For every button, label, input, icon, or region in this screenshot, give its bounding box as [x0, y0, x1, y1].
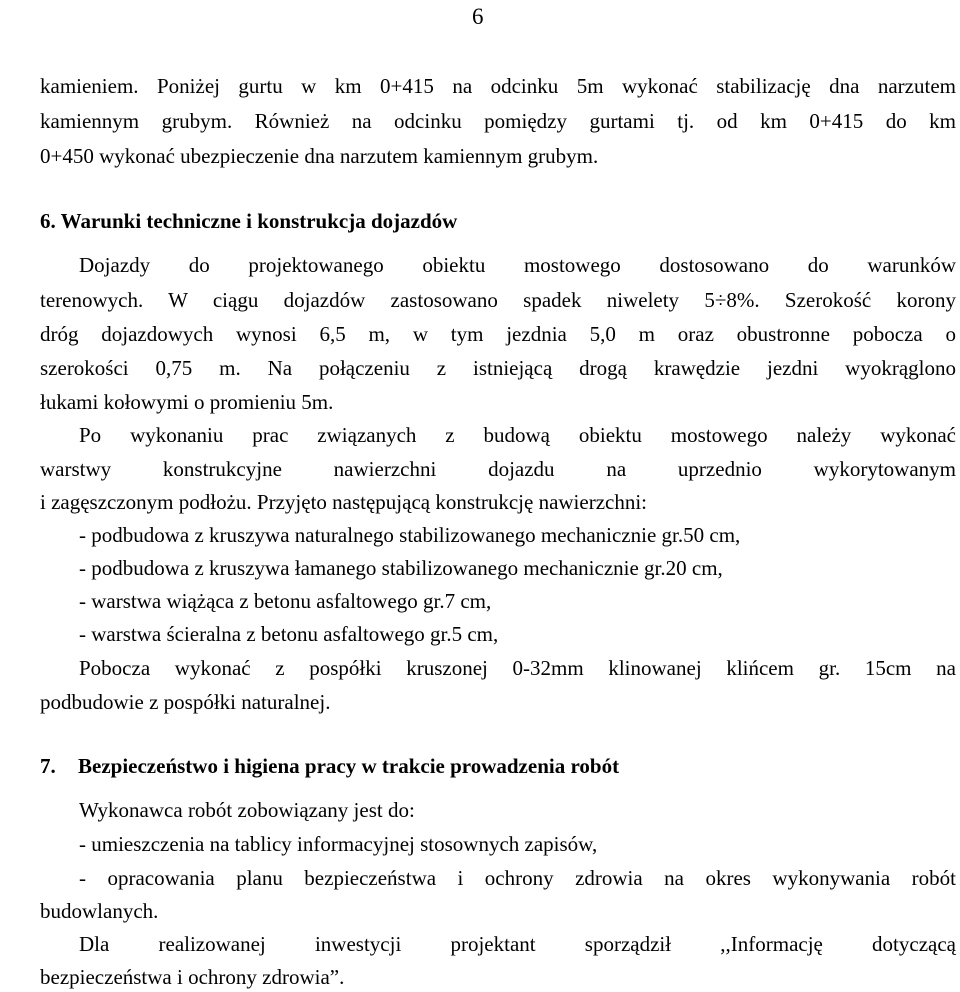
layer-item: - podbudowa z kruszywa naturalnego stabilizowanego mechanicznie gr.50 cm,: [79, 523, 741, 547]
s6-p2-line-1: Po wykonaniu prac związanych z budową obiektu mostowego należy wykonać: [79, 423, 956, 447]
intro-line-1: kamieniem. Poniżej gurtu w km 0+415 na odcinku 5m wykonać stabilizację dna narzutem: [40, 74, 956, 98]
section-7-heading: [40, 752, 956, 780]
s7-item: - opracowania planu bezpieczeństwa i ochrony zdrowia na okres wykonywania robót: [79, 866, 956, 890]
layer-item: - warstwa wiążąca z betonu asfaltowego gr.7 cm,: [79, 589, 492, 613]
s6-p2-line-3: i zagęszczonym podłożu. Przyjęto następującą konstrukcję nawierzchni:: [40, 490, 648, 514]
s6-p1-line-3: dróg dojazdowych wynosi 6,5 m, w tym jezdnia 5,0 m oraz obustronne pobocza o: [40, 322, 956, 346]
s6-p3-line-1: Pobocza wykonać z pospółki kruszonej 0-32mm klinowanej klińcem gr. 15cm na: [79, 656, 956, 680]
s6-p1-line-1: Dojazdy do projektowanego obiektu mostowego dostosowano do warunków: [79, 253, 956, 277]
page-number: 6: [472, 4, 484, 29]
s6-p1-line-2: terenowych. W ciągu dojazdów zastosowano spadek niwelety 5÷8%. Szerokość korony: [40, 288, 956, 312]
s6-p2-line-2: warstwy konstrukcyjne nawierzchni dojazdu na uprzednio wykorytowanym: [40, 457, 956, 481]
s6-p1-line-4: szerokości 0,75 m. Na połączeniu z istniejącą drogą krawędzie jezdni wyokrąglono: [40, 356, 956, 380]
section-6-heading: 6. Warunki techniczne i konstrukcja dojazdów: [40, 209, 458, 233]
s7-item: - umieszczenia na tablicy informacyjnej stosownych zapisów,: [79, 832, 598, 856]
s7-intro: Wykonawca robót zobowiązany jest do:: [79, 798, 415, 822]
s6-p3-line-2: podbudowie z pospółki naturalnej.: [40, 690, 331, 714]
s7-last-line-1: Dla realizowanej inwestycji projektant sporządził ,,Informację dotyczącą: [79, 932, 956, 956]
s6-p1-line-5: łukami kołowymi o promieniu 5m.: [40, 390, 334, 414]
section-7-title: Bezpieczeństwo i higiena pracy w trakcie prowadzenia robót: [78, 754, 620, 778]
s7-item-continuation: budowlanych.: [40, 899, 159, 923]
section-7-number: 7.: [40, 754, 56, 778]
layer-item: - warstwa ścieralna z betonu asfaltowego gr.5 cm,: [79, 622, 499, 646]
layer-item: - podbudowa z kruszywa łamanego stabilizowanego mechanicznie gr.20 cm,: [79, 556, 723, 580]
intro-line-3: 0+450 wykonać ubezpieczenie dna narzutem kamiennym grubym.: [40, 144, 599, 168]
s7-last-line-2: bezpieczeństwa i ochrony zdrowia”.: [40, 965, 345, 989]
intro-line-2: kamiennym grubym. Również na odcinku pomiędzy gurtami tj. od km 0+415 do km: [40, 109, 956, 133]
